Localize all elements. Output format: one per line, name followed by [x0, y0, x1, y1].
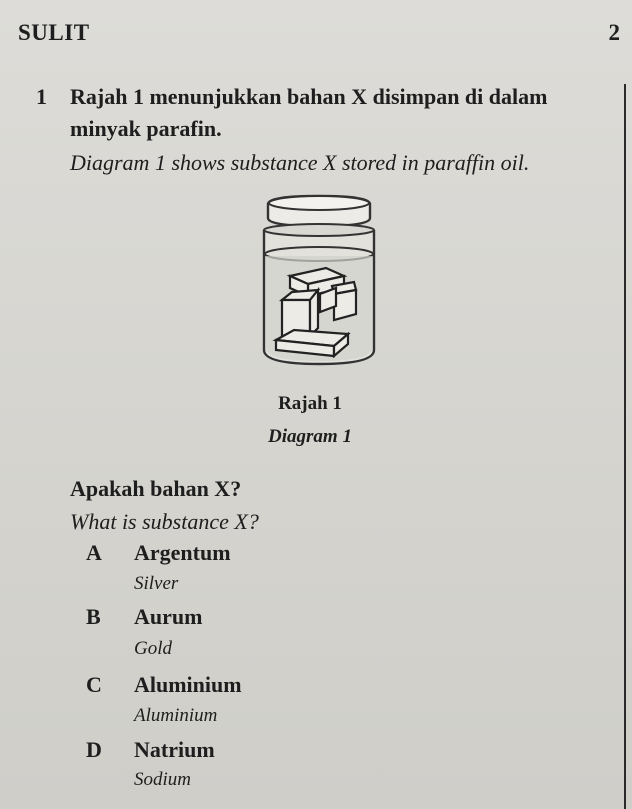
jar-diagram: [254, 190, 384, 372]
question-stem-malay-line2: minyak parafin.: [70, 116, 222, 141]
option-a-malay: Argentum: [134, 540, 231, 565]
diagram-caption-malay: Rajah 1: [278, 393, 342, 414]
question-number: 1: [36, 84, 47, 109]
option-d-letter: D: [86, 737, 102, 762]
option-b-malay: Aurum: [134, 604, 203, 629]
header-sulit-label: SULIT: [18, 20, 90, 45]
option-b-letter: B: [86, 604, 101, 629]
question-stem-english: Diagram 1 shows substance X stored in paraffin oil.: [70, 150, 530, 175]
option-c-letter: C: [86, 672, 102, 697]
option-b-english: Gold: [134, 638, 172, 659]
margin-line: [624, 84, 626, 809]
question-prompt-english: What is substance X?: [70, 509, 259, 534]
option-c-malay: Aluminium: [134, 672, 242, 697]
option-d-english: Sodium: [134, 769, 191, 790]
question-stem-malay-line1: Rajah 1 menunjukkan bahan X disimpan di dalam: [70, 84, 548, 109]
option-a-letter: A: [86, 540, 102, 565]
diagram-caption-english: Diagram 1: [268, 426, 352, 447]
option-a-english: Silver: [134, 573, 179, 594]
option-c-english: Aluminium: [134, 705, 218, 726]
option-d-malay: Natrium: [134, 737, 215, 762]
question-prompt-malay: Apakah bahan X?: [70, 476, 242, 501]
jar-lid: [268, 196, 370, 226]
page-number: 2: [608, 20, 620, 45]
